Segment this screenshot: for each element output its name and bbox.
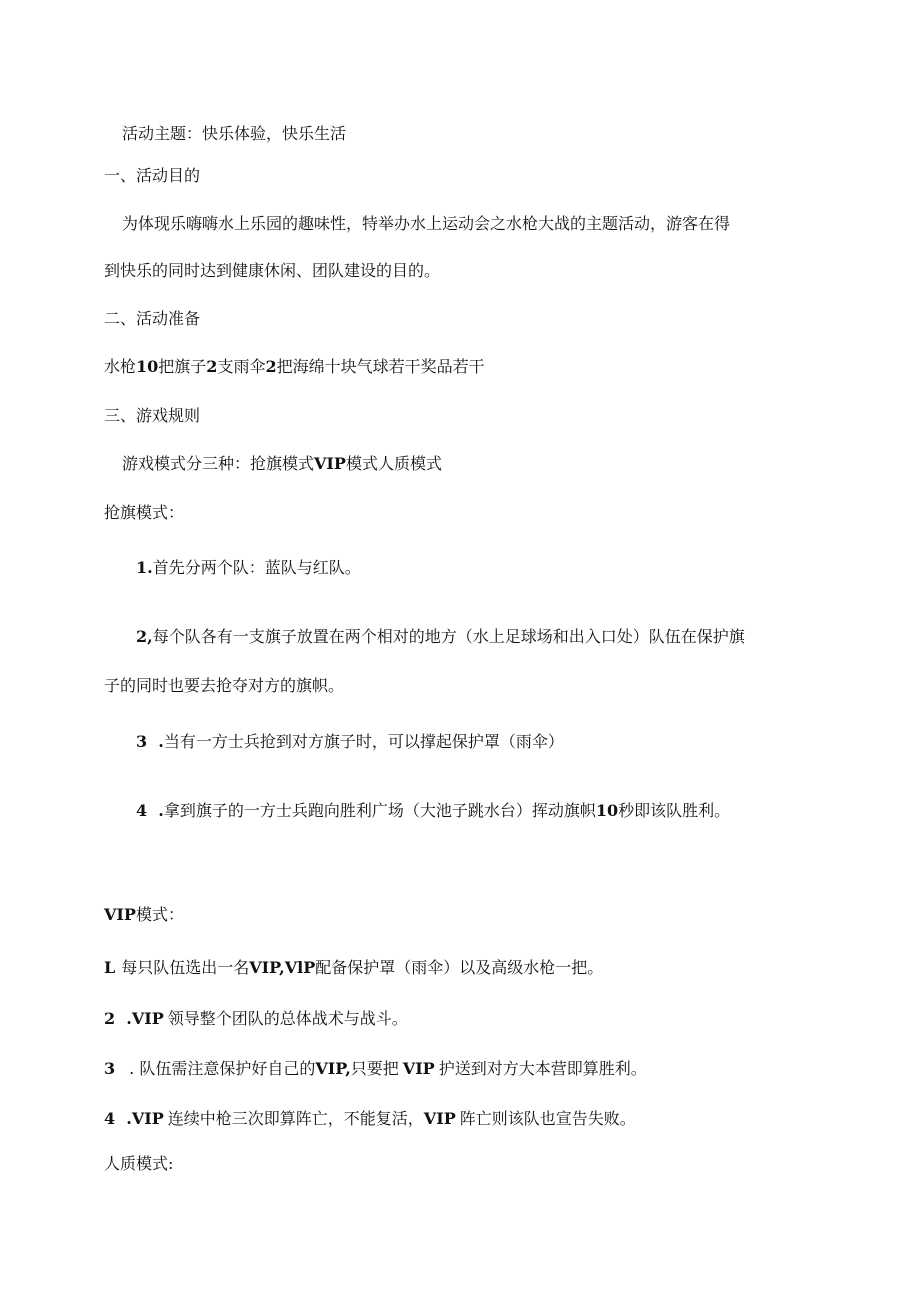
rule-number: 3 bbox=[104, 1059, 116, 1078]
rule-text: 拿到旗子的一方士兵跑向胜利广场（大池子跳水台）挥动旗帜 bbox=[163, 801, 596, 820]
vip-title-rest: 模式： bbox=[135, 905, 184, 924]
rule-text: 只要把 bbox=[350, 1059, 399, 1078]
section-heading-preparation: 二、活动准备 bbox=[104, 309, 201, 328]
rule-number: 2, bbox=[136, 627, 153, 646]
rule-number: 2 .VIP bbox=[104, 1009, 164, 1028]
flag-rule-2-continued: 子的同时也要去抢夺对方的旗帜。 bbox=[104, 676, 345, 695]
vip-rule-3 bbox=[104, 1058, 647, 1080]
modes-vip: VIP bbox=[314, 454, 346, 473]
flag-mode-title: 抢旗模式： bbox=[104, 503, 185, 522]
rule-text: 配备保护罩（雨伞）以及高级水枪一把。 bbox=[315, 958, 604, 977]
rule-text: 连续中枪三次即算阵亡，不能复活， bbox=[167, 1109, 424, 1128]
flag-rule-1 bbox=[136, 557, 361, 579]
flag-rule-3 bbox=[136, 731, 564, 753]
vip-label: VIP,VlP bbox=[249, 958, 316, 977]
hostage-mode-title: 人质模式: bbox=[104, 1154, 174, 1173]
vip-rule-4 bbox=[104, 1108, 636, 1130]
rule-text: 领导整个团队的总体战术与战斗。 bbox=[167, 1009, 408, 1028]
rule-seconds: 10 bbox=[595, 801, 619, 820]
vip-mode-title bbox=[104, 904, 184, 926]
vip-label: VIP bbox=[402, 1059, 435, 1078]
purpose-paragraph-line-2: 到快乐的同时达到健康休闲、团队建设的目的。 bbox=[104, 261, 441, 280]
section-heading-purpose: 一、活动目的 bbox=[104, 166, 201, 185]
rule-text: 首先分两个队：蓝队与红队。 bbox=[152, 558, 361, 577]
rule-number: 3 . bbox=[136, 732, 164, 751]
rule-text: 当有一方士兵抢到对方旗子时，可以撑起保护罩（雨伞） bbox=[163, 732, 564, 751]
rule-text: 每个队各有一支旗子放置在两个相对的地方（水上足球场和出入口处）队伍在保护旗 bbox=[152, 627, 745, 646]
rule-text: . 队伍需注意保护好自己的 bbox=[129, 1059, 316, 1078]
vip-label: VIP bbox=[104, 905, 136, 924]
vip-rule-1 bbox=[104, 957, 603, 979]
rule-number: 4 . bbox=[136, 801, 164, 820]
activity-theme: 活动主题：快乐体验，快乐生活 bbox=[122, 124, 347, 143]
flag-rule-4 bbox=[136, 800, 730, 822]
vip-label: VIP, bbox=[315, 1059, 351, 1078]
prep-number: 2 bbox=[206, 357, 218, 376]
game-modes-line bbox=[122, 453, 442, 475]
modes-prefix: 游戏模式分三种：抢旗模式 bbox=[122, 454, 315, 473]
rule-number: 4 .VIP bbox=[104, 1109, 164, 1128]
modes-suffix: 模式人质模式 bbox=[345, 454, 442, 473]
prep-text: 水枪 bbox=[104, 357, 137, 376]
prep-number: 10 bbox=[136, 357, 159, 376]
purpose-paragraph-line-1: 为体现乐嗨嗨水上乐园的趣味性，特举办水上运动会之水枪大战的主题活动，游客在得 bbox=[122, 214, 731, 233]
rule-text: 秒即该队胜利。 bbox=[618, 801, 731, 820]
vip-rule-2 bbox=[104, 1008, 408, 1030]
prep-number: 2 bbox=[265, 357, 277, 376]
rule-text: 护送到对方大本营即算胜利。 bbox=[438, 1059, 647, 1078]
vip-label: VIP bbox=[423, 1109, 456, 1128]
section-heading-rules: 三、游戏规则 bbox=[104, 406, 201, 425]
prep-text: 把海绵十块气球若干奖品若干 bbox=[276, 357, 485, 376]
prep-text: 支雨伞 bbox=[217, 357, 266, 376]
rule-number: 1. bbox=[136, 558, 153, 577]
rule-number: L bbox=[104, 958, 116, 977]
prep-text: 把旗子 bbox=[158, 357, 207, 376]
rule-text: 阵亡则该队也宣告失败。 bbox=[459, 1109, 636, 1128]
flag-rule-2 bbox=[136, 626, 745, 648]
preparation-list bbox=[104, 356, 485, 378]
rule-text: 每只队伍选出一名 bbox=[121, 958, 250, 977]
